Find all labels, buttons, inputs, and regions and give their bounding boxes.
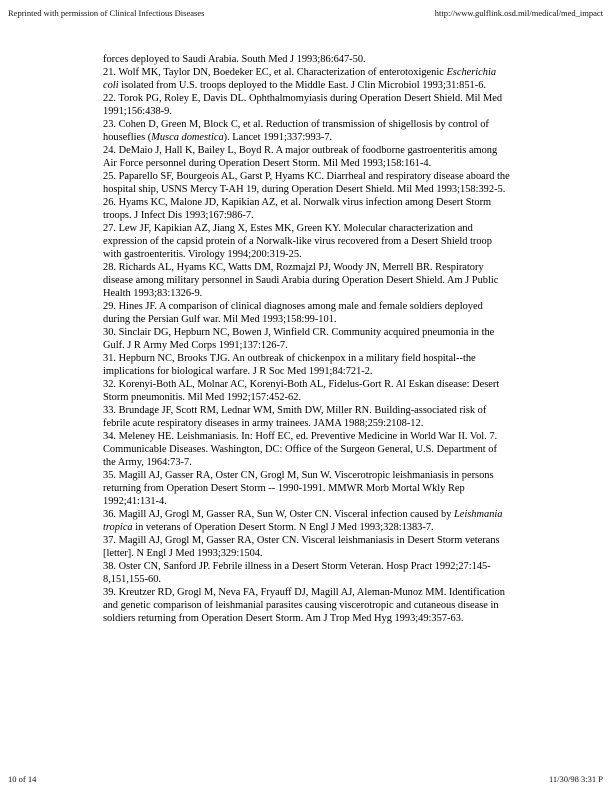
reference-item xyxy=(103,118,510,144)
reference-item xyxy=(103,170,510,196)
reference-text: 31. Hepburn NC, Brooks TJG. An outbreak of chickenpox in a military field hospital--the implications for biological warfare. J R Soc Med 1991;84:721-2. xyxy=(103,353,476,377)
reference-item xyxy=(103,404,510,430)
reference-item xyxy=(103,53,510,66)
reference-text: isolated from U.S. troops deployed to the Middle East. J Clin Microbiol 1993;31:851-6. xyxy=(118,80,486,91)
reference-text: 30. Sinclair DG, Hepburn NC, Bowen J, Winfield CR. Community acquired pneumonia in the Gulf. J R Army Med Corps 1991;137:126-7. xyxy=(103,327,495,351)
reference-item xyxy=(103,352,510,378)
reference-item xyxy=(103,586,510,625)
reference-item xyxy=(103,222,510,261)
reference-text: 33. Brundage JF, Scott RM, Lednar WM, Smith DW, Miller RN. Building-associated risk of febrile acute respiratory diseases in army trainees. JAMA 1988;259:2108-12. xyxy=(103,405,487,429)
reference-item xyxy=(103,469,510,508)
page-header xyxy=(8,8,603,18)
reference-item xyxy=(103,300,510,326)
footer-timestamp: 11/30/98 3:31 P xyxy=(549,774,603,784)
reference-item xyxy=(103,430,510,469)
reference-text: 23. Cohen D, Green M, Block C, et al. Reduction of transmission of shigellosis by control of houseflies ( xyxy=(103,119,489,143)
reference-text: 22. Torok PG, Roley E, Davis DL. Ophthalmomyiasis during Operation Desert Shield. Mil Med 1991;156:438-9. xyxy=(103,93,503,117)
reference-text: 28. Richards AL, Hyams KC, Watts DM, Rozmajzl PJ, Woody JN, Merrell BR. Respiratory disease among military personnel in Saudi Arabia during Operation Desert Shield. Am J Public Health 1993;83:1326-9. xyxy=(103,262,499,299)
reference-item xyxy=(103,508,510,534)
reference-text: 38. Oster CN, Sanford JP. Febrile illness in a Desert Storm Veteran. Hosp Pract 1992;27:145-8,151,155-60. xyxy=(103,561,491,585)
reference-text: 39. Kreutzer RD, Grogl M, Neva FA, Fryauff DJ, Magill AJ, Aleman-Munoz MM. Identification and genetic comparison of leishmanial parasites causing viscerotropic and cutaneous disease in soldiers returning from Operation Desert Storm. Am J Trop Med Hyg 1993;49:357-63. xyxy=(103,587,505,624)
reference-item xyxy=(103,144,510,170)
reference-text: 32. Korenyi-Both AL, Molnar AC, Korenyi-Both AL, Fidelus-Gort R. Al Eskan disease: Desert Storm pneumonitis. Mil Med 1992;157:452-62. xyxy=(103,379,500,403)
reprint-permission-note: Reprinted with permission of Clinical Infectious Diseases xyxy=(8,8,205,18)
reference-item xyxy=(103,560,510,586)
reference-text: 25. Paparello SF, Bourgeois AL, Garst P, Hyams KC. Diarrheal and respiratory disease aboard the hospital ship, USNS Mercy T-AH 19, during Operation Desert Shield. Mil Med 1993;158:392-5. xyxy=(103,171,510,195)
reference-item xyxy=(103,92,510,118)
source-url: http://www.gulflink.osd.mil/medical/med_impact xyxy=(434,8,603,18)
reference-item xyxy=(103,534,510,560)
reference-text-italic: Leishmania tropica xyxy=(103,509,503,533)
reference-text-italic: Musca domestica xyxy=(151,132,224,143)
reference-item xyxy=(103,66,510,92)
reference-text: 26. Hyams KC, Malone JD, Kapikian AZ, et al. Norwalk virus infection among Desert Storm troops. J Infect Dis 1993;167:986-7. xyxy=(103,197,492,221)
reference-text: 21. Wolf MK, Taylor DN, Boedeker EC, et al. Characterization of enterotoxigenic xyxy=(103,67,447,78)
page-footer xyxy=(8,774,603,784)
reference-text: forces deployed to Saudi Arabia. South Med J 1993;86:647-50. xyxy=(103,54,366,65)
reference-text: in veterans of Operation Desert Storm. N Engl J Med 1993;328:1383-7. xyxy=(132,522,434,533)
reference-item xyxy=(103,196,510,222)
reference-text: 36. Magill AJ, Grogl M, Gasser RA, Sun W, Oster CN. Visceral infection caused by xyxy=(103,509,454,520)
reference-text: 29. Hines JF. A comparison of clinical diagnoses among male and female soldiers deployed during the Persian Gulf war. Mil Med 1993;158:99-101. xyxy=(103,301,483,325)
reference-text-italic: Escherichia coli xyxy=(103,67,497,91)
reference-item xyxy=(103,261,510,300)
reference-text: 34. Meleney HE. Leishmaniasis. In: Hoff EC, ed. Preventive Medicine in World War II. Vol. 7. Communicable Diseases. Washington, DC: Office of the Surgeon General, U.S. Department of the Army, 1964:73-7. xyxy=(103,431,498,468)
reference-text: 27. Lew JF, Kapikian AZ, Jiang X, Estes MK, Green KY. Molecular characterization and expression of the capsid protein of a Norwalk-like virus recovered from a Desert Shield troop with gastroenteritis. Virology 1994;200:319-25. xyxy=(103,223,492,260)
reference-text: 35. Magill AJ, Gasser RA, Oster CN, Grogl M, Sun W. Viscerotropic leishmaniasis in persons returning from Operation Desert Storm -- 1990-1991. MMWR Morb Mortal Wkly Rep 1992;41:131-4. xyxy=(103,470,494,507)
reference-text: 37. Magill AJ, Grogl M, Gasser RA, Oster CN. Visceral leishmaniasis in Desert Storm veterans [letter]. N Engl J Med 1993;329:1504. xyxy=(103,535,500,559)
footer-page-number: 10 of 14 xyxy=(8,774,37,784)
reference-text: ). Lancet 1991;337:993-7. xyxy=(223,132,333,143)
reference-item xyxy=(103,326,510,352)
reference-text: 24. DeMaio J, Hall K, Bailey L, Boyd R. A major outbreak of foodborne gastroenteritis among Air Force personnel during Operation Desert Storm. Mil Med 1993;158:161-4. xyxy=(103,145,498,169)
reference-item xyxy=(103,378,510,404)
references-list xyxy=(103,53,510,625)
